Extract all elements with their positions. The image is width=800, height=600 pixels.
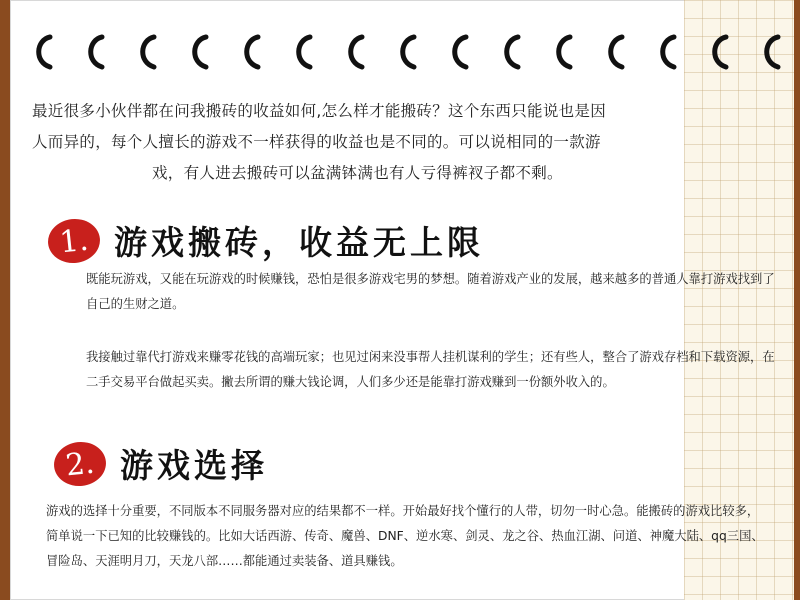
intro-line-2: 人而异的，每个人擅长的游戏不一样获得的收益也是不同的。可以说相同的一款游 [32, 133, 601, 151]
section-1-number-badge: 1. [46, 216, 102, 265]
section-2-heading [54, 440, 268, 487]
intro-line-1: 最近很多小伙伴都在问我搬砖的收益如何,怎么样才能搬砖？这个东西只能说也是因 [32, 102, 607, 120]
ring-icon [652, 34, 682, 70]
section-1-paragraph-2: 我接触过靠代打游戏来赚零花钱的高端玩家；也见过闲来没事帮人挂机谋利的学生；还有些人，整合了游戏存档和下载资源，在二手交易平台做起买卖。撇去所谓的赚大钱论调，人们多少还是能靠打游戏赚到一份额外收入的。 [86, 350, 775, 389]
binder-rings [28, 34, 788, 74]
ring-icon [80, 34, 110, 70]
ring-icon [340, 34, 370, 70]
ring-icon [704, 34, 734, 70]
section-1-heading [48, 217, 484, 264]
ring-icon [236, 34, 266, 70]
section-1-paragraph-1: 既能玩游戏，又能在玩游戏的时候赚钱，恐怕是很多游戏宅男的梦想。随着游戏产业的发展，越来越多的普通人靠打游戏找到了自己的生财之道。 [86, 272, 775, 311]
ring-icon [288, 34, 318, 70]
ring-icon [184, 34, 214, 70]
section-2-number-badge: 2. [52, 439, 108, 488]
ring-icon [132, 34, 162, 70]
notebook-page [10, 0, 794, 600]
ring-icon [756, 34, 786, 70]
ring-icon [548, 34, 578, 70]
frame-edge [794, 0, 800, 600]
intro-paragraph [32, 96, 792, 189]
intro-line-3: 戏，有人进去搬砖可以盆满钵满也有人亏得裤衩子都不剩。 [152, 164, 563, 182]
ring-icon [496, 34, 526, 70]
ring-icon [600, 34, 630, 70]
ring-icon [28, 34, 58, 70]
section-2-paragraph-1: 游戏的选择十分重要，不同版本不同服务器对应的结果都不一样。开始最好找个懂行的人带，切勿一时心急。能搬砖的游戏比较多，简单说一下已知的比较赚钱的。比如大话西游、传奇、魔兽、DNF、逆水寒、剑灵、龙之谷、热血江湖、问道、神魔大陆、qq三国、冒险岛、天涯明月刀，天龙八部……都能通过卖装备、道具赚钱。 [46, 504, 764, 568]
ring-icon [444, 34, 474, 70]
section-1-title: 游戏搬砖，收益无上限 [114, 223, 484, 262]
section-2-title: 游戏选择 [120, 446, 268, 485]
ring-icon [392, 34, 422, 70]
